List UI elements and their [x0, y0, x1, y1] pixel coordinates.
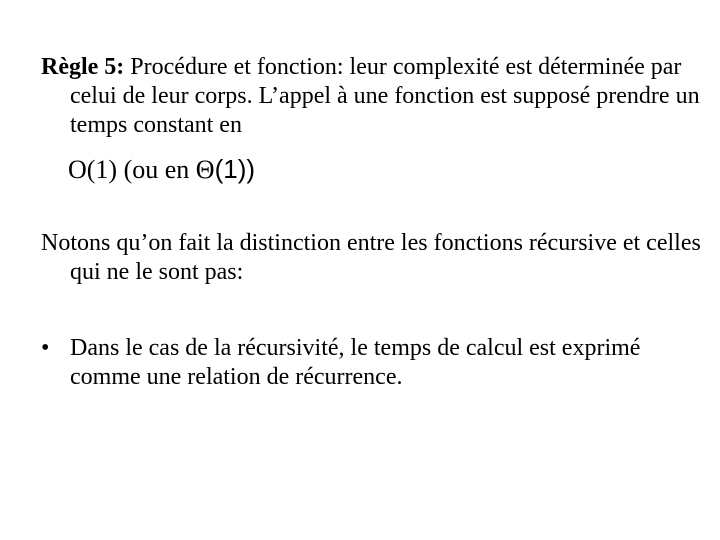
rule-text: Procédure et fonction: leur complexité est déterminée par celui de leur corps. L’appel à une fonction est supposé prendre un temps constant en	[70, 54, 700, 138]
bullet-text: Dans le cas de la récursivité, le temps de calcul est exprimé comme une relation de récurrence.	[70, 335, 641, 390]
complexity-part-1: O(1) (ou en Θ	[68, 155, 215, 184]
rule-label: Règle 5:	[41, 54, 125, 80]
complexity-line	[68, 153, 255, 186]
bullet-mark: •	[41, 335, 50, 361]
bullet-item	[41, 334, 710, 392]
complexity-part-2: (1))	[214, 154, 256, 184]
notons-paragraph: Notons qu’on fait la distinction entre les fonctions récursive et celles qui ne le sont pas:	[41, 230, 701, 285]
rule-paragraph	[41, 53, 710, 140]
